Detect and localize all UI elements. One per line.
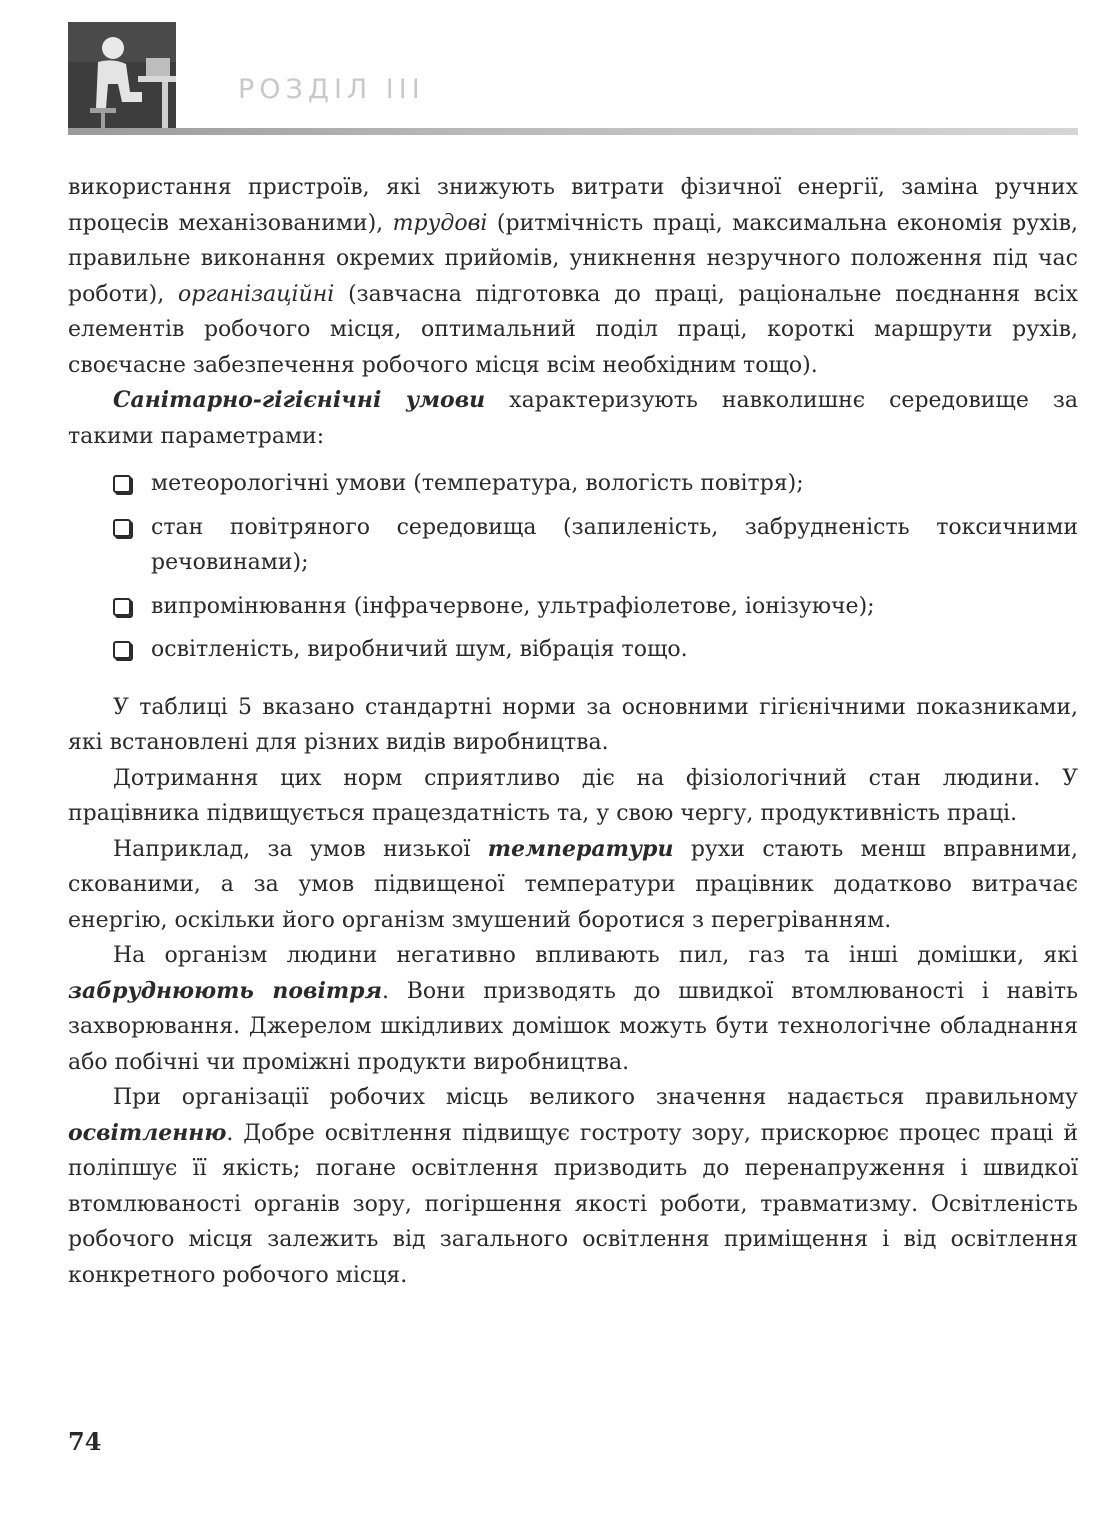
header-rule	[68, 128, 1078, 135]
term-lighting: освітленню	[68, 1119, 227, 1146]
term-sanitary: Санітарно-гігієнічні умови	[113, 387, 486, 413]
list-item	[113, 510, 1078, 581]
intro-text-2: (ритмічність праці, максимальна економія рухів, правильне виконання окремих прийомів, уникнення незручного положення під час роботи),	[68, 210, 1079, 307]
table-reference-paragraph: У таблиці 5 вказано стандартні норми за основними гігієнічними показниками, які встановлені для різних видів виробництва.	[68, 694, 1078, 755]
checkbox-bullet-icon	[113, 641, 131, 659]
list-item-text: метеорологічні умови (температура, вологість повітря);	[151, 471, 804, 496]
list-item-text: стан повітряного середовища (запиленість, забрудненість токсичними речовинами);	[151, 514, 1078, 575]
intro-paragraph	[68, 170, 1078, 383]
worker-silhouette-image	[68, 22, 176, 134]
term-temperature: температури	[487, 835, 674, 862]
parameters-list	[68, 466, 1078, 668]
sanitary-text: характеризують навколишнє середовище за такими параметрами:	[68, 388, 1078, 449]
page-content	[68, 170, 1078, 1293]
section-label: РОЗДІЛ III	[238, 74, 425, 105]
list-item-text: випромінювання (інфрачервоне, ультрафіолетове, іонізуюче);	[151, 593, 875, 619]
norms-paragraph: Дотримання цих норм сприятливо діє на фізіологічний стан людини. У працівника підвищується працездатність та, у свою чергу, продуктивність праці.	[68, 765, 1078, 826]
lighting-text-1: При організації робочих місць великого значення надається правильному	[113, 1085, 1078, 1110]
checkbox-bullet-icon	[113, 519, 131, 537]
temperature-text-1: Наприклад, за умов низької	[113, 836, 488, 862]
page-header	[0, 0, 1120, 150]
term-air-pollution: забруднюють повітря	[68, 977, 382, 1004]
lighting-paragraph	[68, 1080, 1078, 1293]
temperature-text-2: рухи стають менш вправними, скованими, а за умов підвищеної температури працівник додатково витрачає енергію, оскільки його організм змушений боротися з перегріванням.	[68, 836, 1078, 933]
sanitary-paragraph	[68, 383, 1078, 454]
list-item	[113, 589, 1078, 625]
list-item	[113, 466, 1078, 502]
worker-at-desk-icon	[68, 22, 176, 134]
checkbox-bullet-icon	[113, 475, 131, 493]
lighting-text-2: . Добре освітлення підвищує гостроту зору, прискорює процес праці й поліпшує її якість; погане освітлення призводить до перенапруження і швидкої втомлюваності органів зору, погіршення якості роботи, травматизму. Освітленість робочого місця залежить від загального освітлення приміщення і від освітлення конкретного робочого місця.	[68, 1120, 1078, 1288]
temperature-paragraph	[68, 832, 1078, 939]
air-text-1: На організм людини негативно впливають пил, газ та інші домішки, які	[113, 943, 1078, 968]
intro-text-3: (завчасна підготовка до праці, раціональне поєднання всіх елементів робочого місця, оптимальний поділ праці, короткі маршрути рухів, своєчасне забезпечення робочого місця всім необхідним тощо).	[68, 281, 1078, 378]
list-item	[113, 632, 1078, 668]
list-item-text: освітленість, виробничий шум, вібрація тощо.	[151, 637, 688, 662]
term-labor: трудові	[392, 210, 488, 236]
air-text-2: . Вони призводять до швидкої втомлюваності і навіть захворювання. Джерелом шкідливих домішок можуть бути технологічне обладнання або побічні чи проміжні продукти виробництва.	[68, 978, 1078, 1075]
term-organizational: організаційні	[178, 281, 335, 307]
checkbox-bullet-icon	[113, 598, 131, 616]
page-number: 74	[68, 1427, 102, 1456]
air-paragraph	[68, 938, 1078, 1080]
intro-text-1: використання пристроїв, які знижують витрати фізичної енергії, заміна ручних процесів механізованими),	[68, 175, 1078, 236]
